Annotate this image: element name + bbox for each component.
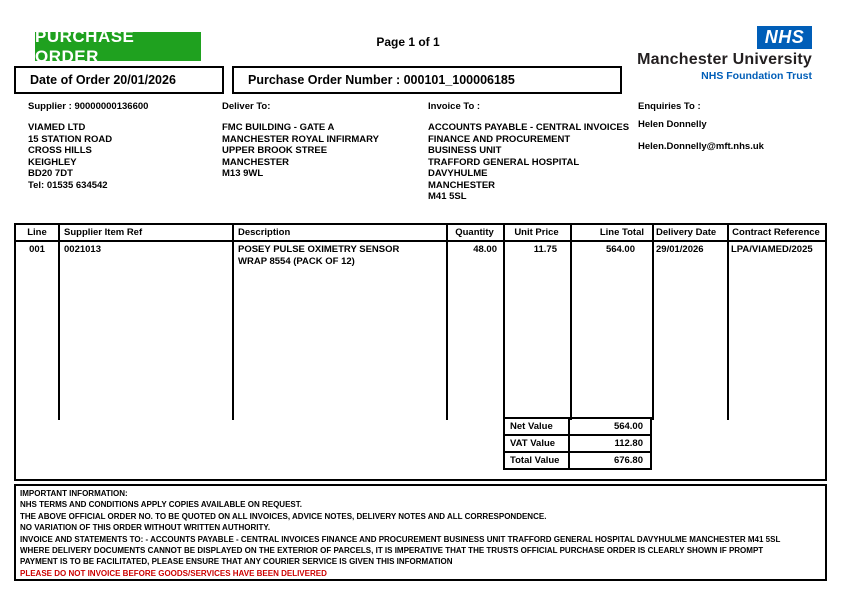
supplier-address-line: CROSS HILLS <box>28 145 92 156</box>
important-information-box <box>14 484 827 581</box>
enquiries-contact-email: Helen.Donnelly@mft.nhs.uk <box>638 141 764 152</box>
total-value-label: Total Value <box>503 451 570 470</box>
supplier-heading: Supplier : 90000000136600 <box>28 101 149 112</box>
invoice-to-line: M41 5SL <box>428 191 467 202</box>
enquiries-contact-name: Helen Donnelly <box>638 119 707 130</box>
deliver-to-line: UPPER BROOK STREE <box>222 145 328 156</box>
supplier-address-line: VIAMED LTD <box>28 122 86 133</box>
col-header-line-total: Line Total <box>599 227 644 238</box>
org-name: Manchester University <box>637 51 812 68</box>
supplier-address-line: KEIGHLEY <box>28 156 77 168</box>
page-indicator: Page 1 of 1 <box>376 35 440 49</box>
footer-line: INVOICE AND STATEMENTS TO: - ACCOUNTS PAYABLE - CENTRAL INVOICES FINANCE AND PROCUREMENT BUSINESS UNIT TRAFFORD GENERAL HOSPITAL DAVYHULME MANCHESTER M41 5SL <box>20 534 781 544</box>
col-header-supplier-item-ref: Supplier Item Ref <box>64 227 143 238</box>
cell-supplier-item-ref: 0021013 <box>64 244 101 255</box>
col-header-description: Description <box>238 227 291 238</box>
nhs-logo-text: NHS <box>764 27 805 47</box>
net-value-label: Net Value <box>503 417 570 436</box>
footer-line: PAYMENT IS TO BE FACILITATED, PLEASE ENSURE THAT ANY COURIER SERVICE IS GIVEN THIS INFORMATION <box>20 557 453 567</box>
footer-line: THE ABOVE OFFICIAL ORDER NO. TO BE QUOTED ON ALL INVOICES, ADVICE NOTES, DELIVERY NOTES AND ALL CORRESPONDENCE. <box>20 511 547 521</box>
nhs-brand-block <box>600 26 812 82</box>
nhs-logo <box>757 26 812 49</box>
invoice-to-line: ACCOUNTS PAYABLE - CENTRAL INVOICES <box>428 122 630 133</box>
cell-line-total: 564.00 <box>605 244 635 255</box>
footer-warning-line: PLEASE DO NOT INVOICE BEFORE GOODS/SERVICES HAVE BEEN DELIVERED <box>20 568 327 578</box>
invoice-to-line: DAVYHULME <box>428 168 488 179</box>
deliver-to-line: MANCHESTER ROYAL INFIRMARY <box>222 133 379 145</box>
footer-line: IMPORTANT INFORMATION: <box>20 489 128 498</box>
invoice-to-heading: Invoice To : <box>428 101 481 112</box>
po-number-box <box>232 66 622 94</box>
enquiries-to-heading: Enquiries To : <box>638 101 701 112</box>
footer-line: NHS TERMS AND CONDITIONS APPLY COPIES AVAILABLE ON REQUEST. <box>20 500 302 510</box>
cell-line: 001 <box>29 244 45 255</box>
purchase-order-banner <box>35 26 201 66</box>
footer-line: NO VARIATION OF THIS ORDER WITHOUT WRITTEN AUTHORITY. <box>20 523 271 533</box>
cell-quantity: 48.00 <box>473 244 497 255</box>
deliver-to-line: M13 9WL <box>222 168 264 179</box>
deliver-to-line: FMC BUILDING - GATE A <box>222 122 335 133</box>
supplier-address-line: 15 STATION ROAD <box>28 133 113 145</box>
total-value-amount: 676.80 <box>570 451 652 470</box>
cell-unit-price: 11.75 <box>533 244 557 255</box>
cell-delivery-date: 29/01/2026 <box>656 244 704 255</box>
total-value-row <box>503 451 652 470</box>
net-value-amount: 564.00 <box>570 417 652 436</box>
deliver-to-heading: Deliver To: <box>222 101 271 112</box>
supplier-address-line: BD20 7DT <box>28 168 73 179</box>
invoice-to-line: TRAFFORD GENERAL HOSPITAL <box>428 156 580 168</box>
invoice-to-line: MANCHESTER <box>428 179 496 191</box>
purchase-order-banner-label: PURCHASE ORDER <box>35 26 135 66</box>
po-number-label: Purchase Order Number : 000101_100006185 <box>248 73 515 87</box>
date-of-order-box <box>14 66 224 94</box>
col-header-line: Line <box>27 227 47 238</box>
deliver-to-line: MANCHESTER <box>222 156 290 168</box>
totals-table <box>503 417 652 470</box>
org-subtitle: NHS Foundation Trust <box>701 70 812 82</box>
items-table-header-row <box>16 225 825 242</box>
cell-description: POSEY PULSE OXIMETRY SENSOR WRAP 8554 (PACK OF 12) <box>238 244 400 267</box>
footer-line: WHERE DELIVERY DOCUMENTS CANNOT BE DISPLAYED ON THE EXTERIOR OF PARCELS, IT IS IMPERATIVE THAT THE TRUSTS OFFICIAL PURCHASE ORDER IS CLEARLY SHOWN IF PROMPT <box>20 546 764 556</box>
col-header-unit-price: Unit Price <box>514 227 559 238</box>
col-header-delivery-date: Delivery Date <box>656 227 717 238</box>
supplier-phone: Tel: 01535 634542 <box>28 179 108 191</box>
cell-contract-reference: LPA/VIAMED/2025 <box>731 244 813 255</box>
col-header-quantity: Quantity <box>455 227 494 238</box>
invoice-to-line: FINANCE AND PROCUREMENT <box>428 133 571 145</box>
date-of-order-label: Date of Order 20/01/2026 <box>30 73 176 87</box>
vat-value-amount: 112.80 <box>570 434 652 453</box>
items-table <box>14 223 827 481</box>
col-header-contract-reference: Contract Reference <box>732 227 820 238</box>
invoice-to-line: BUSINESS UNIT <box>428 145 502 156</box>
vat-value-label: VAT Value <box>503 434 570 453</box>
